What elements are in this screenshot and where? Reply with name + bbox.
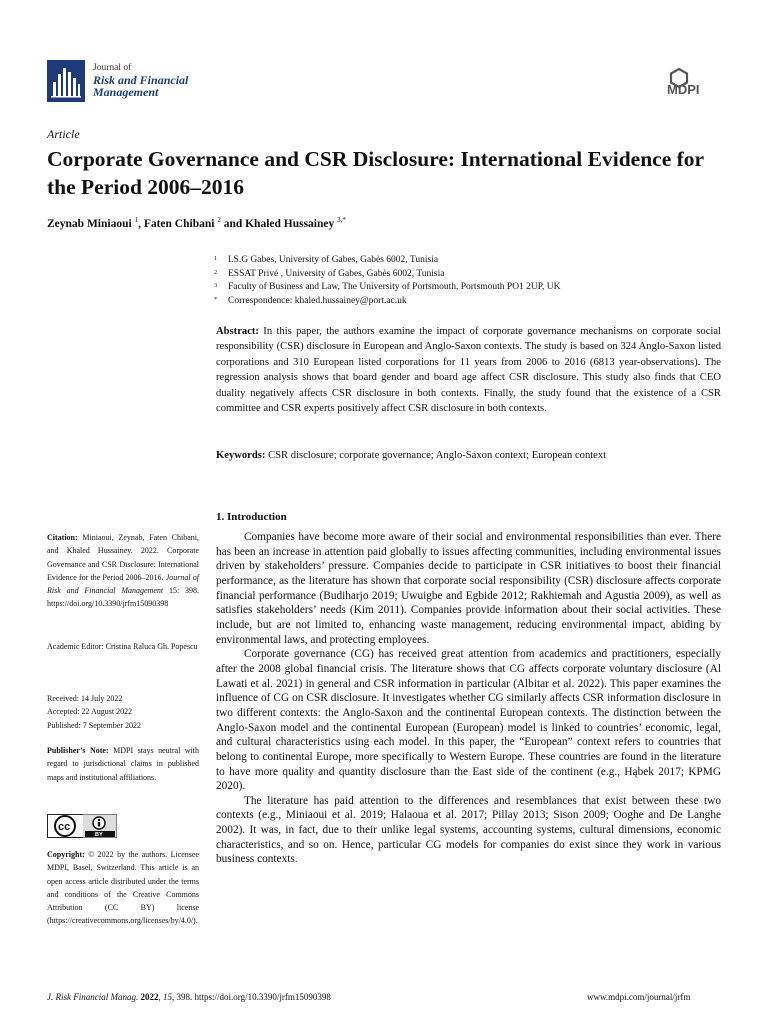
citation-label: Citation:: [47, 533, 78, 542]
correspondence-text[interactable]: Correspondence: khaled.hussainey@port.ac.uk: [228, 296, 407, 307]
affiliation-item: [212, 295, 712, 309]
cc-by-license-icon[interactable]: [47, 814, 117, 838]
abstract-label: Abstract:: [216, 326, 259, 337]
publisher-note: [47, 744, 199, 784]
introduction-body: [216, 530, 721, 867]
footer-journal-abbrev: J. Risk Financial Manag.: [47, 992, 139, 1002]
accepted-date: Accepted: 22 August 2022: [47, 707, 133, 717]
paragraph: Corporate governance (CG) has received great attention from academics and practitioners, especially after the 2008 global financial crisis. The literature shows that CG affects corporate voluntary disclosure (Al Lawati et al. 2021) in general and CSR information in particular (Albitar et al. 2022). This paper examines the influence of CG on CSR disclosure. It investigates whether CG similarly affects CSR information disclosure in two different contexts: the Anglo-Saxon and the continental European contexts. The distinction between the Anglo-Saxon model and the continental European (European) model is linked to countries’ economic, legal, and cultural characteristics using each model. In this paper, the “European” context refers to countries that belong to continental Europe, more specifically to Western Europe. These countries are found in the literature to have more quality and quantity disclosure than the East side of the continent (e.g., Hąbek 2017; KPMG 2020).: [216, 648, 721, 793]
footer-volume: 15: [162, 992, 172, 1002]
paragraph: The literature has paid attention to the differences and resemblances that exist between these two contexts (e.g., Miniaoui et al. 2019; Halaoua et al. 2017; Pillay 2013; Sison 2009; Ooghe and De Langhe 2002). It was, in fact, due to their unlike legal systems, accounting systems, cultural dimensions, economic characteristics, and so on. Hence, particular CG models for companies do exist since they work in various business contexts.: [216, 794, 721, 866]
copyright-text: © 2022 by the authors. Licensee MDPI, Basel, Switzerland. This article is an open access article distributed under the terms and conditions of the Creative Commons Attribution (CC BY) license (https://creativecommons.org/licenses/by/4.0/).: [47, 850, 200, 926]
published-date: Published: 7 September 2022: [47, 720, 141, 730]
footer-doi-link[interactable]: , 398. https://doi.org/10.3390/jrfm15090398: [171, 992, 331, 1002]
journal-name: [93, 62, 188, 98]
publisher-note-text: MDPI stays neutral with regard to jurisdictional claims in published maps and institutional affiliations.: [47, 746, 200, 782]
abstract-text: In this paper, the authors examine the impact of corporate governance mechanisms on corporate social responsibility (CSR) disclosure in European and Anglo-Saxon contexts. The study is based on 324 Anglo-Saxon listed corporations and 310 European listed corporations for 11 years from 2006 to 2016 (6813 year-observations). The regression analysis shows that board gender and board age affect CSR disclosure. This study also finds that CEO duality negatively affects CSR disclosure in both contexts. Finally, the study found that the existence of a CSR committee and CSR experts positively affect CSR disclosure in both contexts.: [216, 326, 721, 415]
author-name: Faten Chibani: [143, 217, 215, 230]
publisher-note-label: Publisher’s Note:: [47, 746, 109, 755]
copyright-label: Copyright:: [47, 850, 85, 859]
dates-block: [47, 692, 199, 732]
affiliation-text: ESSAT Privé , University of Gabes, Gabès 6002, Tunisia: [228, 268, 445, 279]
affiliation-text: I.S.G Gabes, University of Gabes, Gabès 6002, Tunisia: [228, 255, 439, 265]
journal-title-line1: Risk and Financial: [93, 73, 189, 87]
author-list: [47, 216, 346, 230]
author-affiliation-mark: 3,*: [337, 216, 346, 224]
copyright-block: [47, 848, 199, 928]
affiliation-mark: 3: [214, 282, 218, 290]
affiliations: [212, 254, 712, 309]
affiliation-mark: *: [214, 296, 218, 304]
article-type: Article: [47, 127, 80, 141]
affiliation-text: Faculty of Business and Law, The University of Portsmouth, Portsmouth PO1 2UP, UK: [228, 282, 561, 293]
mdpi-logo-icon: [665, 67, 721, 95]
footer-year: 2022: [140, 992, 159, 1002]
paragraph: Companies have become more aware of their social and environmental responsibilities than ever. There has been an increase in attention paid globally to issues affecting communities, including environmental issues driven by stakeholders’ pressure. Companies decide to participate in CSR initiatives to boost their financial performance, as the literature has shown that corporate social responsibility (CSR) disclosure affects corporate financial performance (Budiharjo 2019; Uwuigbe and Egbide 2012; Rakhiemah and Agustia 2009), as well as satisfies stakeholders’ needs (Kim 2011). Companies provide information about their social activities. These include, but are not limited to, enhancing waste management, reducing environmental impact, abiding by environmental laws, and protecting employees.: [216, 531, 721, 646]
abstract: [216, 324, 721, 416]
author-separator: and: [220, 217, 246, 230]
affiliation-item: [212, 268, 712, 282]
journal-title-line2: Management: [93, 85, 159, 99]
author-name: Zeynab Miniaoui: [47, 217, 132, 230]
citation-block: [47, 531, 199, 611]
mdpi-logo-text: MDPI: [667, 82, 700, 95]
citation-text: Miniaoui, Zeynab, Faten Chibani, and Khaled Hussainey. 2022. Corporate Governance and CSR Disclosure: International Evidence for the Period 2006–2016.: [47, 533, 199, 582]
journal-logo-icon: [47, 60, 85, 102]
author-name: Khaled Hussainey: [245, 217, 335, 230]
citation-journal: Journal of Risk and Financial Management: [47, 572, 200, 596]
author-separator: ,: [138, 217, 144, 230]
keywords-text: CSR disclosure; corporate governance; Anglo-Saxon context; European context: [268, 450, 607, 461]
keywords: [216, 448, 721, 463]
academic-editor: Academic Editor: Cristina Raluca Gh. Popescu: [47, 642, 198, 651]
affiliation-mark: 1: [214, 255, 218, 262]
affiliation-item: [212, 281, 712, 295]
footer-journal-url[interactable]: www.mdpi.com/journal/jrfm: [587, 992, 691, 1002]
citation-doi-link[interactable]: 15: 398. https://doi.org/10.3390/jrfm15090398: [47, 586, 199, 609]
received-date: Received: 14 July 2022: [47, 694, 123, 703]
section-heading-introduction: 1. Introduction: [216, 511, 287, 523]
footer-citation: J. Risk Financial Manag. 2022, 15, 398. https://doi.org/10.3390/jrfm15090398: [47, 992, 331, 1002]
author-affiliation-mark: 1: [134, 216, 139, 224]
cc-by-text: BY: [95, 832, 103, 838]
paper-title: Corporate Governance and CSR Disclosure: International Evidence for the Period 2006–2016: [47, 147, 704, 199]
keywords-label: Keywords:: [216, 450, 266, 461]
affiliation-item: [212, 254, 712, 268]
cc-text: cc: [58, 821, 71, 833]
journal-of-text: Journal of: [93, 63, 132, 73]
affiliation-mark: 2: [214, 268, 218, 276]
author-affiliation-mark: 2: [217, 216, 221, 224]
